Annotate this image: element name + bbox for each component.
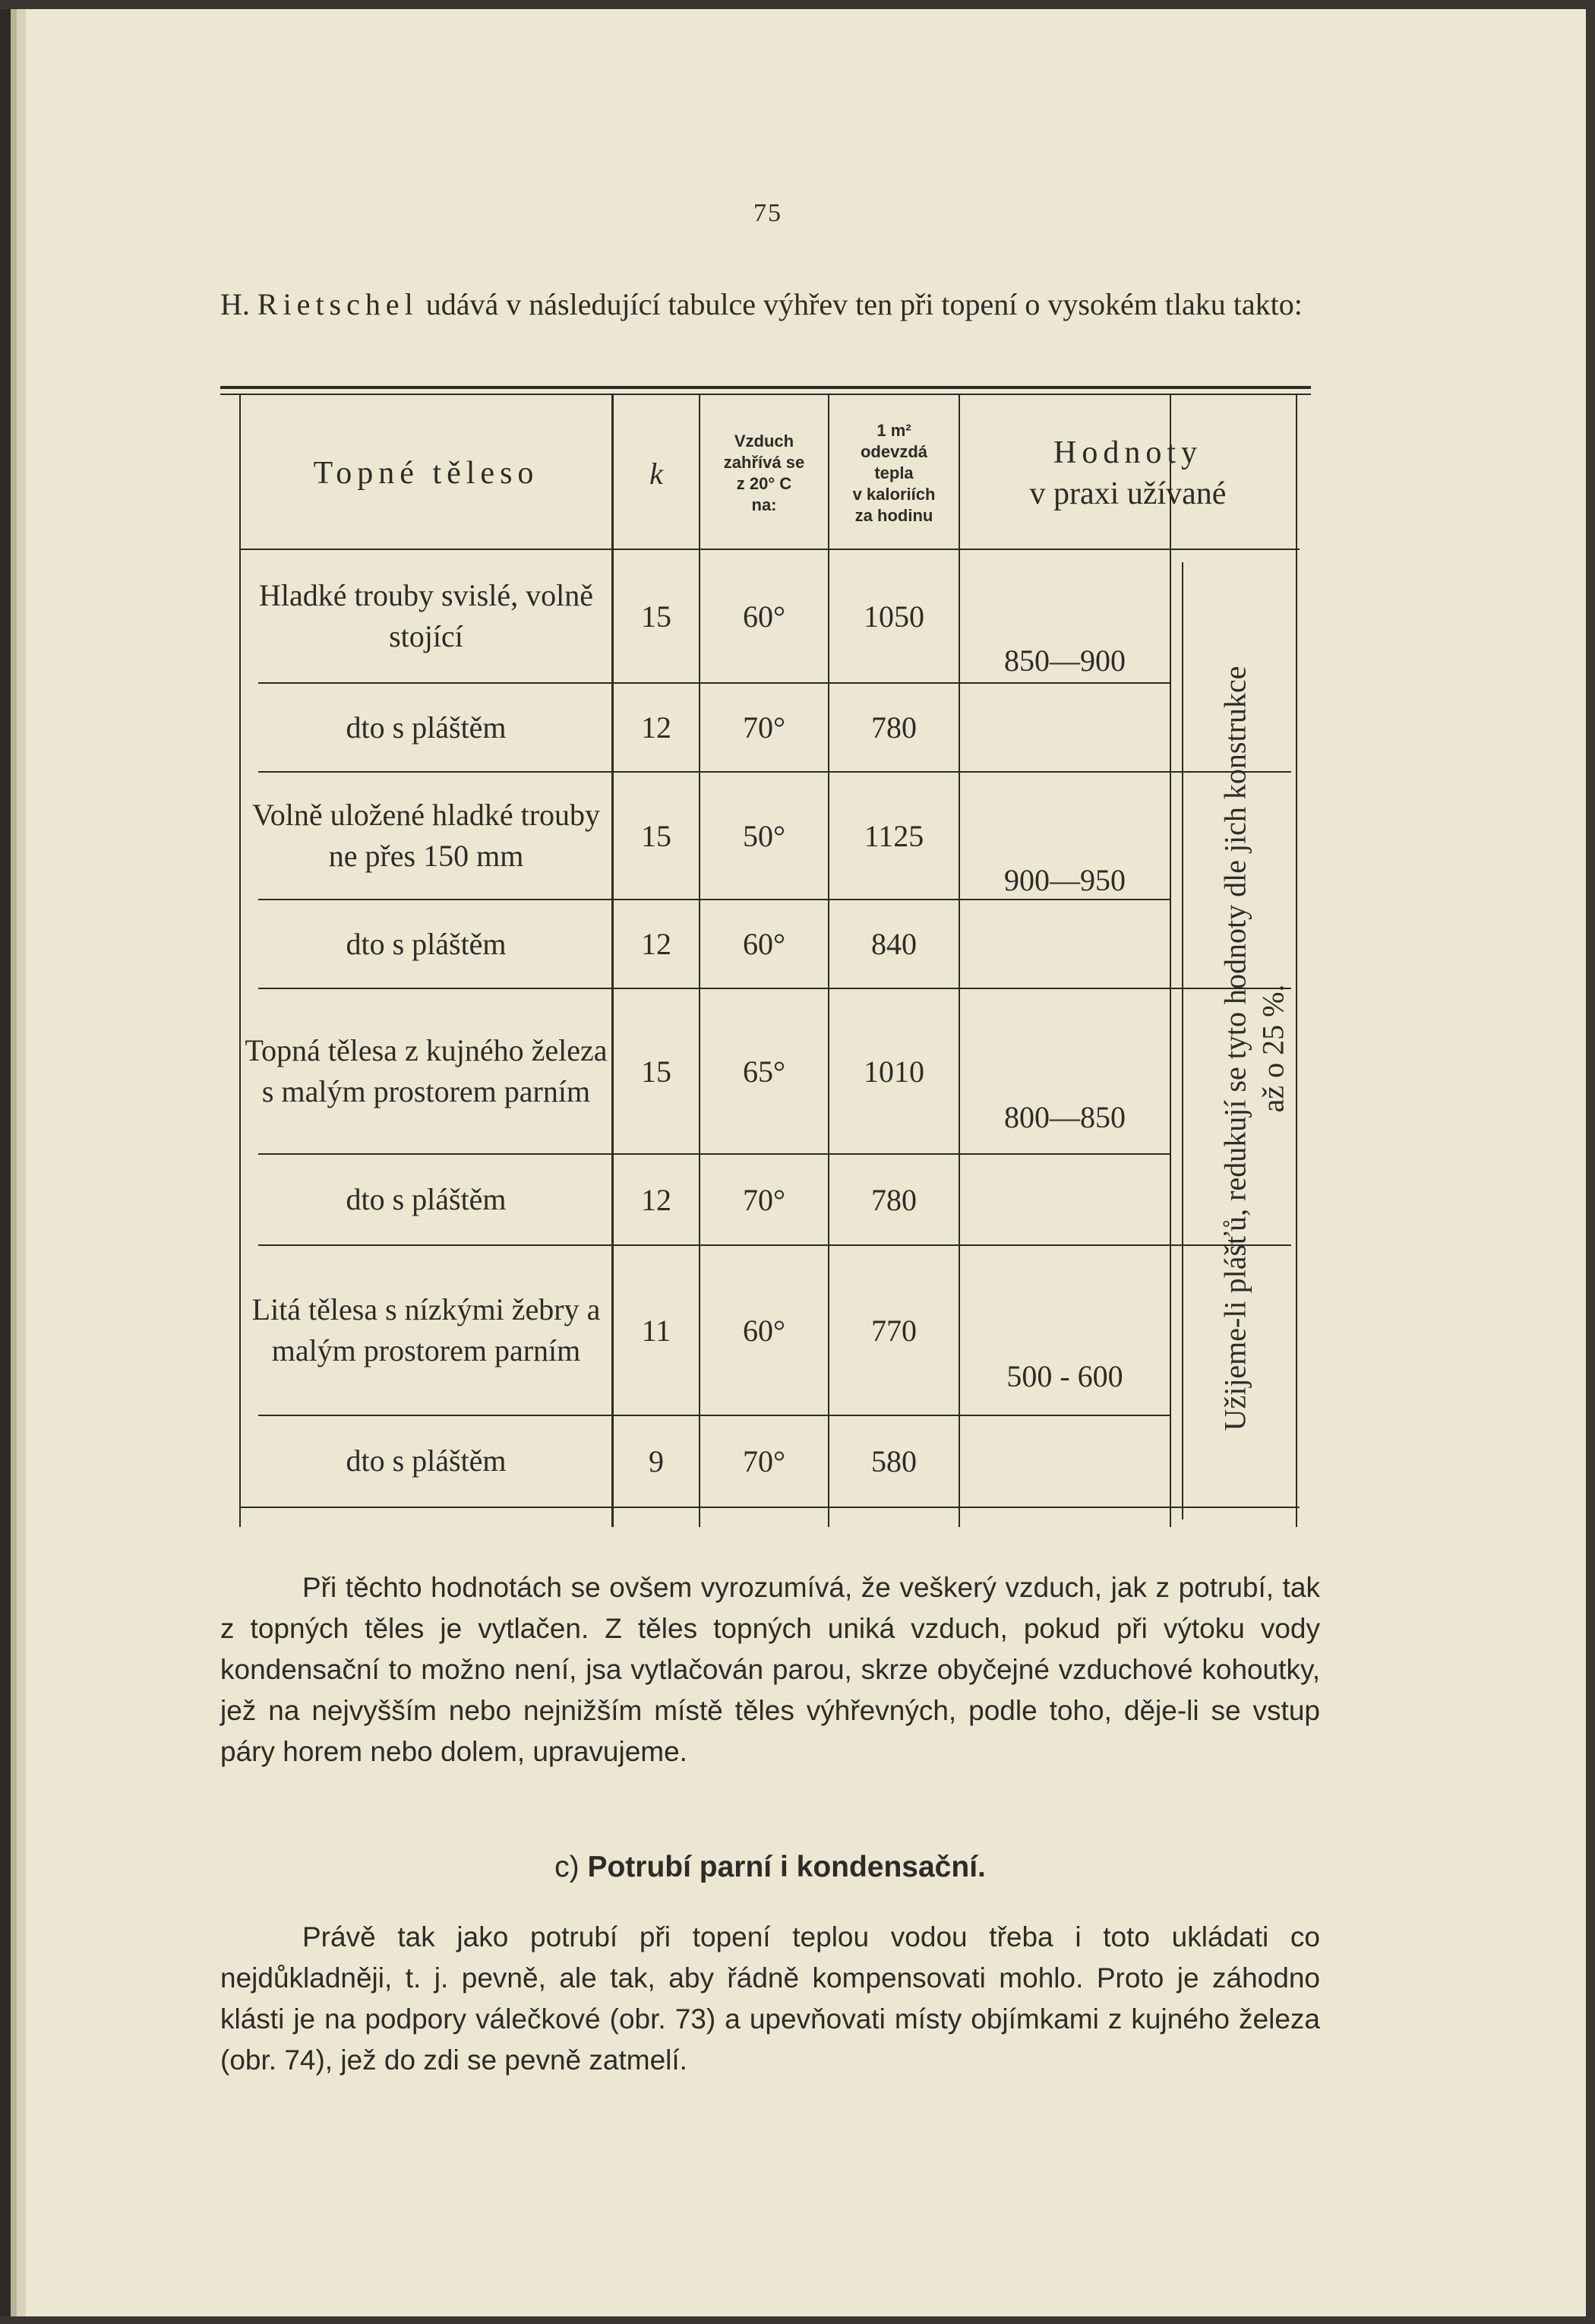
header-body: Topné těleso	[313, 456, 539, 491]
row-k: 12	[641, 927, 671, 961]
header-heat-line: tepla	[874, 463, 914, 482]
scan-frame-right	[1586, 0, 1595, 2324]
practice-range: 850—900	[1004, 643, 1126, 678]
row-k: 15	[641, 818, 671, 853]
intro-prefix: H.	[220, 287, 257, 321]
practice-range: 900—950	[1004, 863, 1126, 897]
note-inner-rule	[1182, 562, 1183, 1519]
header-heat-line: odevzdá	[860, 442, 928, 461]
row-k: 9	[649, 1443, 664, 1478]
intro-text: udává v následující tabulce výhřev ten při topení o vysokém tlaku takto:	[418, 287, 1303, 321]
header-practice-line: v praxi užívané	[1029, 476, 1227, 511]
practice-range: 500 - 600	[1006, 1358, 1123, 1393]
intro-paragraph	[220, 284, 1315, 325]
header-k: k	[649, 456, 663, 491]
header-air	[700, 398, 828, 549]
row-heat: 780	[871, 710, 917, 745]
header-air-line: na:	[751, 495, 777, 514]
body-paragraph-2: Právě tak jako potrubí při topení teplou vodou třeba i toto ukládati co nejdůkladněji, t. j. pevně, ale tak, aby řádně kompensovati mohlo. Proto je záhodno klásti je na podpory válečkové (obr. 73) a upevňovati místy objímkami z kujného železa (obr. 74), jež do zdi se pevně zatmelí.	[220, 1921, 1320, 2076]
row-heat: 1125	[864, 818, 924, 853]
row-heat: 770	[871, 1313, 917, 1348]
vline-right	[1296, 395, 1297, 1527]
row-name: dto s pláštěm	[346, 710, 507, 745]
note-column	[1212, 551, 1296, 1546]
row-name: dto s pláštěm	[346, 1443, 507, 1478]
row-name: Hladké trouby svislé, volně stojící	[259, 578, 593, 653]
row-name: Volně uložené hladké trouby ne přes 150 mm	[251, 798, 601, 873]
header-air-line: zahřívá se	[723, 453, 805, 472]
row-k: 15	[641, 599, 671, 634]
row-name: dto s pláštěm	[346, 926, 507, 961]
row-temp: 70°	[743, 1443, 785, 1478]
row-k: 11	[641, 1313, 671, 1348]
section-heading	[220, 1851, 1320, 1884]
section-heading-title: Potrubí parní i kondensační.	[587, 1851, 986, 1883]
page-number: 75	[753, 199, 782, 227]
row-heat: 580	[871, 1443, 917, 1478]
row-temp: 70°	[743, 710, 785, 745]
practice-note	[1216, 666, 1292, 1431]
row-heat: 1010	[864, 1054, 924, 1089]
row-heat: 780	[871, 1182, 917, 1217]
row-heat: 1050	[864, 599, 924, 634]
header-heat	[829, 398, 959, 549]
table-top-rule	[220, 386, 1311, 389]
book-binding-edge	[0, 0, 26, 2324]
row-temp: 60°	[743, 927, 785, 961]
header-air-line: z 20° C	[736, 474, 792, 493]
table-top-rule-thin	[220, 394, 1311, 395]
row-heat: 840	[871, 927, 917, 961]
row-k: 12	[641, 1182, 671, 1217]
row-k: 15	[641, 1054, 671, 1089]
practice-range: 800—850	[1004, 1099, 1126, 1134]
body-paragraph-1: Při těchto hodnotách se ovšem vyrozumívá, že veškerý vzduch, jak z potrubí, tak z topných těles je vytlačen. Z těles topných uniká vzduch, pokud při výtoku vody kondensační to možno není, jsa vytlačován parou, skrze obyčejné vzduchové kohoutky, jež na nejvyšším nebo nejnižším místě těles výhřevných, podle toho, děje-li se vstup páry horem nebo dolem, upravujeme.	[220, 1572, 1320, 1767]
row-temp: 70°	[743, 1182, 785, 1217]
scan-frame-top	[0, 0, 1595, 9]
author-name: Rietschel	[257, 287, 418, 321]
note-line: až o 25 %.	[1255, 984, 1290, 1113]
header-heat-line: za hodinu	[854, 506, 933, 525]
row-name: Topná tělesa z kujného železa s malým prostorem parním	[245, 1033, 608, 1108]
row-name: Litá tělesa s nízkými žebry a malým prostorem parním	[251, 1292, 601, 1368]
vline-5	[1170, 395, 1171, 1527]
header-air-line: Vzduch	[734, 432, 794, 451]
row-temp: 60°	[743, 599, 785, 634]
row-temp: 50°	[743, 818, 785, 853]
row-k: 12	[641, 710, 671, 745]
note-line: Užijeme-li plášťů, redukují se tyto hodnoty dle jich konstrukce	[1218, 666, 1252, 1431]
section-heading-prefix: c)	[554, 1851, 588, 1883]
header-practice-line: Hodnoty	[1053, 435, 1202, 470]
header-heat-line: v kaloriích	[852, 485, 936, 504]
table-bottom-rule	[239, 1507, 1300, 1508]
header-practice	[960, 398, 1296, 549]
row-temp: 60°	[743, 1313, 785, 1348]
scan-frame-bottom	[0, 2316, 1595, 2324]
row-name: dto s pláštěm	[346, 1182, 507, 1216]
header-heat-line: 1 m²	[876, 421, 911, 440]
row-temp: 65°	[743, 1054, 785, 1089]
